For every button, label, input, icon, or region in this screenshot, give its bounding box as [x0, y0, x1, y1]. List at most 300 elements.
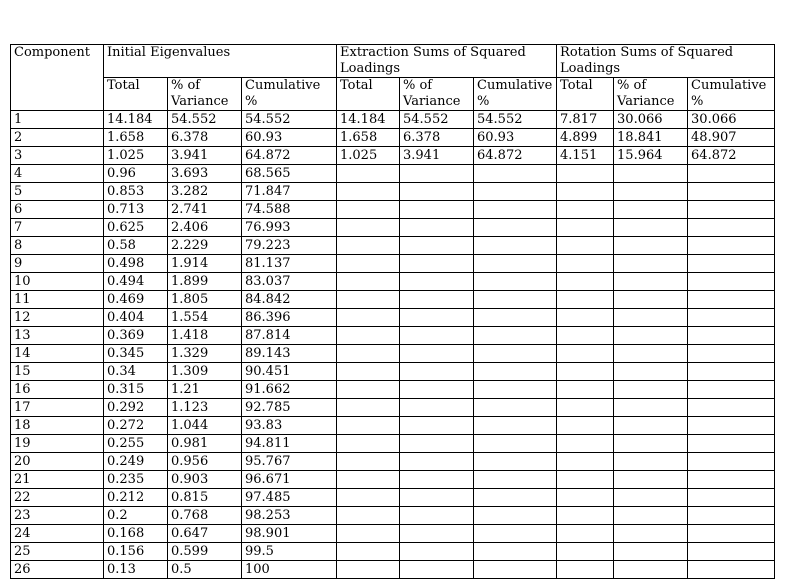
cell-extraction-cumulative — [474, 453, 557, 471]
header-row-subheaders — [11, 78, 775, 111]
cell-initial-pct-variance: 0.647 — [168, 525, 242, 543]
cell-component: 23 — [11, 507, 104, 525]
cell-extraction-pct-variance — [400, 273, 474, 291]
cell-extraction-total — [337, 399, 400, 417]
cell-rotation-cumulative — [688, 291, 775, 309]
cell-initial-total: 0.494 — [104, 273, 168, 291]
cell-extraction-total — [337, 345, 400, 363]
cell-extraction-cumulative — [474, 561, 557, 579]
header-component: Component — [11, 45, 104, 111]
cell-initial-total: 14.184 — [104, 111, 168, 129]
variance-table — [10, 44, 775, 579]
cell-rotation-pct-variance — [614, 309, 688, 327]
header-row-groups — [11, 45, 775, 78]
cell-initial-total: 0.156 — [104, 543, 168, 561]
cell-initial-pct-variance: 1.899 — [168, 273, 242, 291]
cell-extraction-total — [337, 273, 400, 291]
cell-rotation-pct-variance: 30.066 — [614, 111, 688, 129]
cell-extraction-pct-variance — [400, 363, 474, 381]
cell-rotation-pct-variance — [614, 507, 688, 525]
cell-initial-cumulative: 71.847 — [242, 183, 337, 201]
cell-component: 26 — [11, 561, 104, 579]
cell-initial-total: 0.713 — [104, 201, 168, 219]
table-row — [11, 111, 775, 129]
cell-rotation-pct-variance: 18.841 — [614, 129, 688, 147]
cell-extraction-pct-variance — [400, 561, 474, 579]
cell-extraction-cumulative — [474, 165, 557, 183]
cell-initial-pct-variance: 0.5 — [168, 561, 242, 579]
cell-rotation-total — [557, 381, 614, 399]
table-row — [11, 219, 775, 237]
cell-rotation-total — [557, 453, 614, 471]
cell-extraction-total — [337, 183, 400, 201]
table-row — [11, 435, 775, 453]
cell-rotation-cumulative — [688, 273, 775, 291]
cell-rotation-pct-variance — [614, 381, 688, 399]
table-row — [11, 327, 775, 345]
cell-rotation-pct-variance — [614, 201, 688, 219]
table-row — [11, 183, 775, 201]
cell-extraction-cumulative — [474, 435, 557, 453]
cell-component: 20 — [11, 453, 104, 471]
cell-initial-pct-variance: 1.914 — [168, 255, 242, 273]
cell-component: 25 — [11, 543, 104, 561]
cell-extraction-pct-variance — [400, 255, 474, 273]
cell-initial-cumulative: 94.811 — [242, 435, 337, 453]
cell-extraction-pct-variance — [400, 507, 474, 525]
table-row — [11, 147, 775, 165]
cell-initial-pct-variance: 1.309 — [168, 363, 242, 381]
cell-initial-pct-variance: 1.044 — [168, 417, 242, 435]
cell-extraction-pct-variance: 3.941 — [400, 147, 474, 165]
cell-rotation-pct-variance — [614, 453, 688, 471]
cell-rotation-cumulative: 48.907 — [688, 129, 775, 147]
cell-rotation-cumulative — [688, 507, 775, 525]
cell-extraction-total — [337, 471, 400, 489]
cell-initial-cumulative: 83.037 — [242, 273, 337, 291]
cell-component: 11 — [11, 291, 104, 309]
cell-extraction-cumulative — [474, 471, 557, 489]
cell-rotation-total — [557, 417, 614, 435]
cell-component: 16 — [11, 381, 104, 399]
cell-rotation-total — [557, 309, 614, 327]
cell-initial-total: 0.853 — [104, 183, 168, 201]
subheader-pct-variance: % of Variance — [168, 78, 242, 111]
cell-rotation-pct-variance — [614, 435, 688, 453]
cell-initial-cumulative: 99.5 — [242, 543, 337, 561]
cell-extraction-cumulative: 60.93 — [474, 129, 557, 147]
cell-initial-cumulative: 81.137 — [242, 255, 337, 273]
cell-extraction-pct-variance — [400, 381, 474, 399]
cell-initial-cumulative: 90.451 — [242, 363, 337, 381]
cell-initial-cumulative: 86.396 — [242, 309, 337, 327]
cell-extraction-pct-variance — [400, 219, 474, 237]
cell-initial-total: 1.025 — [104, 147, 168, 165]
cell-rotation-cumulative — [688, 435, 775, 453]
cell-rotation-cumulative — [688, 471, 775, 489]
cell-extraction-total — [337, 327, 400, 345]
cell-extraction-cumulative — [474, 363, 557, 381]
cell-initial-pct-variance: 0.981 — [168, 435, 242, 453]
cell-initial-pct-variance: 54.552 — [168, 111, 242, 129]
cell-extraction-total — [337, 453, 400, 471]
cell-rotation-pct-variance — [614, 255, 688, 273]
cell-initial-pct-variance: 0.815 — [168, 489, 242, 507]
cell-component: 13 — [11, 327, 104, 345]
cell-extraction-cumulative — [474, 183, 557, 201]
table-row — [11, 309, 775, 327]
cell-initial-pct-variance: 3.693 — [168, 165, 242, 183]
cell-extraction-pct-variance — [400, 237, 474, 255]
cell-extraction-cumulative — [474, 273, 557, 291]
cell-extraction-cumulative — [474, 309, 557, 327]
cell-extraction-total — [337, 201, 400, 219]
cell-initial-pct-variance: 0.956 — [168, 453, 242, 471]
cell-rotation-pct-variance — [614, 543, 688, 561]
cell-initial-cumulative: 74.588 — [242, 201, 337, 219]
cell-rotation-cumulative — [688, 453, 775, 471]
cell-initial-cumulative: 97.485 — [242, 489, 337, 507]
cell-initial-pct-variance: 2.406 — [168, 219, 242, 237]
cell-component: 22 — [11, 489, 104, 507]
cell-initial-cumulative: 98.901 — [242, 525, 337, 543]
table-row — [11, 363, 775, 381]
cell-rotation-total — [557, 165, 614, 183]
cell-component: 15 — [11, 363, 104, 381]
cell-initial-total: 0.168 — [104, 525, 168, 543]
cell-rotation-total — [557, 327, 614, 345]
cell-extraction-pct-variance — [400, 291, 474, 309]
cell-extraction-total — [337, 561, 400, 579]
table-row — [11, 165, 775, 183]
table-row — [11, 237, 775, 255]
cell-rotation-pct-variance — [614, 291, 688, 309]
cell-component: 14 — [11, 345, 104, 363]
table-row — [11, 345, 775, 363]
cell-extraction-pct-variance — [400, 435, 474, 453]
cell-initial-total: 0.369 — [104, 327, 168, 345]
cell-initial-total: 0.96 — [104, 165, 168, 183]
cell-rotation-cumulative — [688, 165, 775, 183]
cell-extraction-cumulative — [474, 237, 557, 255]
cell-extraction-total — [337, 381, 400, 399]
cell-extraction-cumulative — [474, 201, 557, 219]
cell-initial-cumulative: 100 — [242, 561, 337, 579]
cell-rotation-pct-variance — [614, 489, 688, 507]
cell-rotation-pct-variance — [614, 345, 688, 363]
cell-rotation-pct-variance — [614, 165, 688, 183]
cell-extraction-cumulative — [474, 525, 557, 543]
cell-rotation-total — [557, 291, 614, 309]
cell-initial-cumulative: 84.842 — [242, 291, 337, 309]
cell-extraction-total — [337, 165, 400, 183]
cell-rotation-total — [557, 255, 614, 273]
cell-initial-cumulative: 98.253 — [242, 507, 337, 525]
cell-rotation-cumulative — [688, 255, 775, 273]
table-row — [11, 291, 775, 309]
cell-extraction-cumulative — [474, 381, 557, 399]
cell-initial-cumulative: 96.671 — [242, 471, 337, 489]
cell-initial-pct-variance: 3.941 — [168, 147, 242, 165]
table-row — [11, 561, 775, 579]
cell-extraction-total — [337, 489, 400, 507]
cell-extraction-total: 1.658 — [337, 129, 400, 147]
cell-initial-total: 0.13 — [104, 561, 168, 579]
cell-rotation-total — [557, 183, 614, 201]
cell-rotation-cumulative — [688, 543, 775, 561]
cell-rotation-cumulative — [688, 219, 775, 237]
table-row — [11, 525, 775, 543]
cell-extraction-pct-variance — [400, 399, 474, 417]
cell-rotation-pct-variance — [614, 417, 688, 435]
cell-initial-pct-variance: 1.123 — [168, 399, 242, 417]
cell-initial-pct-variance: 2.741 — [168, 201, 242, 219]
cell-rotation-cumulative — [688, 345, 775, 363]
cell-initial-cumulative: 76.993 — [242, 219, 337, 237]
cell-extraction-total: 1.025 — [337, 147, 400, 165]
cell-rotation-pct-variance — [614, 237, 688, 255]
cell-component: 3 — [11, 147, 104, 165]
cell-initial-cumulative: 68.565 — [242, 165, 337, 183]
cell-rotation-cumulative — [688, 489, 775, 507]
cell-component: 1 — [11, 111, 104, 129]
cell-extraction-cumulative — [474, 543, 557, 561]
cell-component: 2 — [11, 129, 104, 147]
cell-initial-pct-variance: 0.903 — [168, 471, 242, 489]
cell-initial-total: 0.292 — [104, 399, 168, 417]
cell-extraction-total — [337, 219, 400, 237]
cell-rotation-cumulative: 64.872 — [688, 147, 775, 165]
cell-extraction-total — [337, 237, 400, 255]
cell-initial-cumulative: 95.767 — [242, 453, 337, 471]
cell-component: 24 — [11, 525, 104, 543]
cell-initial-total: 0.345 — [104, 345, 168, 363]
cell-component: 8 — [11, 237, 104, 255]
cell-initial-total: 0.272 — [104, 417, 168, 435]
cell-extraction-pct-variance — [400, 309, 474, 327]
cell-component: 21 — [11, 471, 104, 489]
subheader-cumulative: Cumulative % — [688, 78, 775, 111]
cell-rotation-pct-variance — [614, 327, 688, 345]
cell-rotation-pct-variance — [614, 471, 688, 489]
cell-initial-total: 0.469 — [104, 291, 168, 309]
cell-component: 19 — [11, 435, 104, 453]
cell-extraction-total: 14.184 — [337, 111, 400, 129]
cell-extraction-total — [337, 255, 400, 273]
cell-component: 17 — [11, 399, 104, 417]
cell-initial-cumulative: 79.223 — [242, 237, 337, 255]
cell-rotation-total — [557, 525, 614, 543]
table-row — [11, 399, 775, 417]
cell-initial-cumulative: 89.143 — [242, 345, 337, 363]
cell-rotation-cumulative — [688, 237, 775, 255]
cell-extraction-cumulative — [474, 327, 557, 345]
table-row — [11, 273, 775, 291]
cell-rotation-cumulative — [688, 525, 775, 543]
cell-extraction-cumulative — [474, 399, 557, 417]
cell-initial-total: 1.658 — [104, 129, 168, 147]
cell-initial-total: 0.255 — [104, 435, 168, 453]
cell-initial-cumulative: 60.93 — [242, 129, 337, 147]
cell-extraction-pct-variance — [400, 345, 474, 363]
cell-rotation-total — [557, 489, 614, 507]
cell-rotation-total — [557, 345, 614, 363]
cell-rotation-cumulative — [688, 201, 775, 219]
table-row — [11, 201, 775, 219]
cell-component: 5 — [11, 183, 104, 201]
cell-extraction-total — [337, 363, 400, 381]
cell-extraction-pct-variance — [400, 489, 474, 507]
cell-initial-total: 0.404 — [104, 309, 168, 327]
cell-initial-pct-variance: 1.329 — [168, 345, 242, 363]
cell-rotation-cumulative — [688, 183, 775, 201]
cell-rotation-total — [557, 273, 614, 291]
cell-component: 9 — [11, 255, 104, 273]
cell-extraction-cumulative: 64.872 — [474, 147, 557, 165]
cell-rotation-cumulative — [688, 417, 775, 435]
cell-rotation-total — [557, 201, 614, 219]
cell-extraction-pct-variance — [400, 543, 474, 561]
header-rotation-sums: Rotation Sums of Squared Loadings — [557, 45, 775, 78]
header-extraction-sums: Extraction Sums of Squared Loadings — [337, 45, 557, 78]
table-row — [11, 543, 775, 561]
cell-initial-cumulative: 54.552 — [242, 111, 337, 129]
table-row — [11, 471, 775, 489]
cell-extraction-total — [337, 435, 400, 453]
cell-rotation-pct-variance — [614, 363, 688, 381]
cell-initial-total: 0.498 — [104, 255, 168, 273]
cell-component: 12 — [11, 309, 104, 327]
cell-rotation-cumulative — [688, 381, 775, 399]
cell-rotation-total — [557, 507, 614, 525]
cell-rotation-total: 4.151 — [557, 147, 614, 165]
table-row — [11, 255, 775, 273]
cell-extraction-pct-variance — [400, 165, 474, 183]
cell-extraction-total — [337, 525, 400, 543]
cell-initial-pct-variance: 3.282 — [168, 183, 242, 201]
cell-extraction-cumulative — [474, 507, 557, 525]
cell-initial-pct-variance: 0.599 — [168, 543, 242, 561]
table-body — [11, 111, 775, 579]
cell-initial-total: 0.625 — [104, 219, 168, 237]
cell-extraction-pct-variance — [400, 417, 474, 435]
cell-rotation-pct-variance — [614, 525, 688, 543]
cell-initial-cumulative: 91.662 — [242, 381, 337, 399]
cell-rotation-total: 7.817 — [557, 111, 614, 129]
cell-rotation-total — [557, 561, 614, 579]
cell-extraction-cumulative — [474, 255, 557, 273]
cell-extraction-pct-variance: 6.378 — [400, 129, 474, 147]
table-row — [11, 417, 775, 435]
cell-initial-pct-variance: 0.768 — [168, 507, 242, 525]
cell-rotation-total — [557, 543, 614, 561]
cell-extraction-pct-variance — [400, 327, 474, 345]
cell-rotation-cumulative — [688, 363, 775, 381]
cell-rotation-cumulative — [688, 561, 775, 579]
cell-initial-pct-variance: 6.378 — [168, 129, 242, 147]
cell-initial-total: 0.235 — [104, 471, 168, 489]
cell-rotation-pct-variance: 15.964 — [614, 147, 688, 165]
cell-component: 18 — [11, 417, 104, 435]
cell-rotation-total — [557, 435, 614, 453]
cell-component: 10 — [11, 273, 104, 291]
cell-extraction-cumulative — [474, 219, 557, 237]
cell-rotation-total: 4.899 — [557, 129, 614, 147]
subheader-total: Total — [337, 78, 400, 111]
cell-rotation-total — [557, 399, 614, 417]
cell-initial-pct-variance: 1.805 — [168, 291, 242, 309]
cell-extraction-pct-variance: 54.552 — [400, 111, 474, 129]
cell-component: 6 — [11, 201, 104, 219]
cell-rotation-cumulative — [688, 399, 775, 417]
cell-extraction-total — [337, 309, 400, 327]
cell-component: 4 — [11, 165, 104, 183]
cell-rotation-total — [557, 219, 614, 237]
subheader-cumulative: Cumulative % — [474, 78, 557, 111]
table-row — [11, 507, 775, 525]
cell-initial-total: 0.34 — [104, 363, 168, 381]
table-row — [11, 129, 775, 147]
cell-extraction-cumulative — [474, 291, 557, 309]
cell-initial-cumulative: 93.83 — [242, 417, 337, 435]
cell-rotation-total — [557, 471, 614, 489]
cell-initial-total: 0.2 — [104, 507, 168, 525]
cell-rotation-total — [557, 237, 614, 255]
cell-rotation-pct-variance — [614, 273, 688, 291]
cell-extraction-total — [337, 417, 400, 435]
subheader-total: Total — [104, 78, 168, 111]
cell-extraction-pct-variance — [400, 183, 474, 201]
cell-rotation-pct-variance — [614, 561, 688, 579]
cell-initial-total: 0.249 — [104, 453, 168, 471]
subheader-pct-variance: % of Variance — [400, 78, 474, 111]
cell-extraction-cumulative — [474, 417, 557, 435]
cell-initial-total: 0.212 — [104, 489, 168, 507]
cell-rotation-cumulative — [688, 309, 775, 327]
subheader-pct-variance: % of Variance — [614, 78, 688, 111]
cell-extraction-cumulative — [474, 489, 557, 507]
cell-extraction-cumulative: 54.552 — [474, 111, 557, 129]
cell-initial-pct-variance: 1.21 — [168, 381, 242, 399]
cell-rotation-pct-variance — [614, 399, 688, 417]
cell-extraction-pct-variance — [400, 201, 474, 219]
cell-initial-pct-variance: 1.418 — [168, 327, 242, 345]
cell-rotation-cumulative — [688, 327, 775, 345]
cell-initial-total: 0.315 — [104, 381, 168, 399]
table-row — [11, 381, 775, 399]
cell-initial-cumulative: 87.814 — [242, 327, 337, 345]
cell-extraction-total — [337, 543, 400, 561]
cell-initial-pct-variance: 2.229 — [168, 237, 242, 255]
cell-extraction-total — [337, 507, 400, 525]
cell-rotation-total — [557, 363, 614, 381]
cell-initial-pct-variance: 1.554 — [168, 309, 242, 327]
subheader-cumulative: Cumulative % — [242, 78, 337, 111]
cell-rotation-pct-variance — [614, 219, 688, 237]
cell-extraction-pct-variance — [400, 453, 474, 471]
cell-initial-total: 0.58 — [104, 237, 168, 255]
cell-component: 7 — [11, 219, 104, 237]
cell-initial-cumulative: 64.872 — [242, 147, 337, 165]
table-row — [11, 489, 775, 507]
table-header — [11, 45, 775, 111]
cell-extraction-total — [337, 291, 400, 309]
subheader-total: Total — [557, 78, 614, 111]
cell-extraction-cumulative — [474, 345, 557, 363]
cell-initial-cumulative: 92.785 — [242, 399, 337, 417]
cell-rotation-pct-variance — [614, 183, 688, 201]
cell-rotation-cumulative: 30.066 — [688, 111, 775, 129]
